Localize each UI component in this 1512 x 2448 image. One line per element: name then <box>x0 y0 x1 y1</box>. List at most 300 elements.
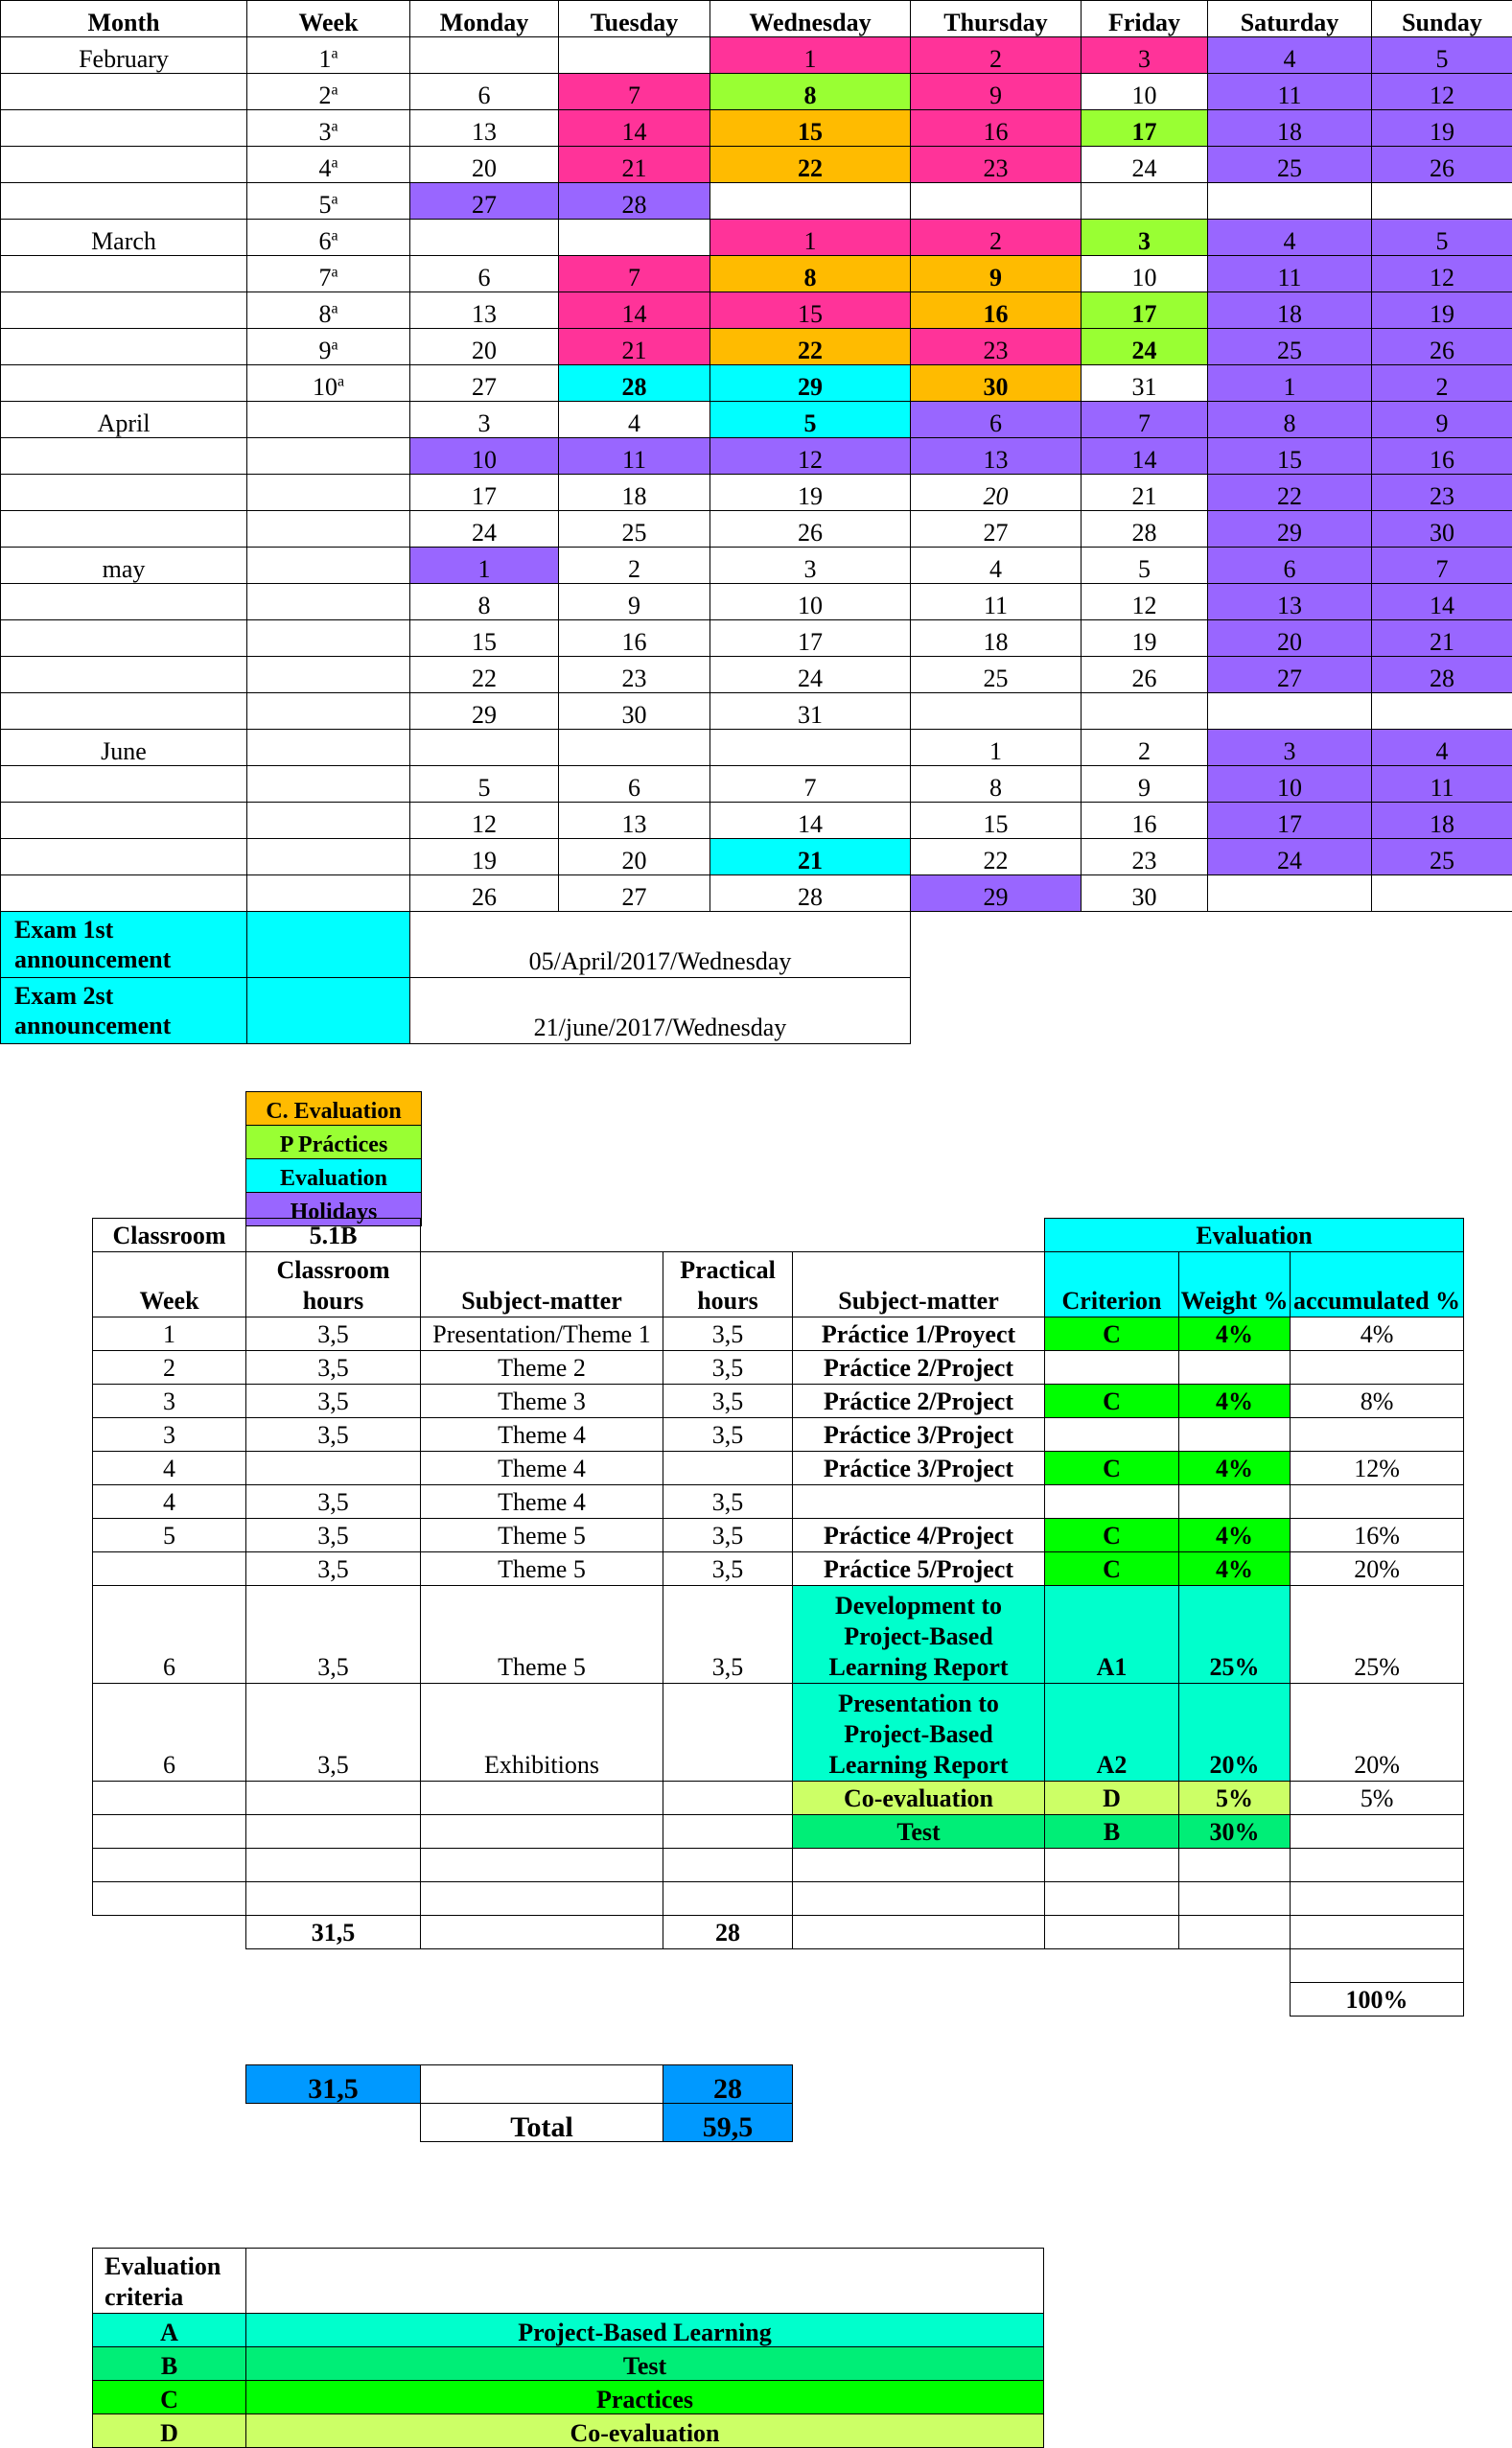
weight-cell <box>1179 1485 1291 1519</box>
week-number-cell <box>247 548 410 584</box>
classroom-label: Classroom <box>93 1219 246 1252</box>
weight-cell: 20% <box>1179 1684 1291 1782</box>
day-cell-saturday: 24 <box>1208 839 1372 875</box>
day-cell-friday: 23 <box>1082 839 1208 875</box>
day-cell-friday: 16 <box>1082 803 1208 839</box>
weight-cell: 30% <box>1179 1815 1291 1849</box>
week-number-cell <box>247 147 410 183</box>
day-cell-wednesday <box>710 183 911 220</box>
classroom-hours-cell: 3,5 <box>246 1485 421 1519</box>
legend-c-evaluation: C. Evaluation <box>246 1092 422 1126</box>
header-month: Month <box>1 1 247 37</box>
calendar-week-row <box>1 110 1512 147</box>
header-practice-subject: Subject-matter <box>793 1252 1045 1317</box>
subject-cell: Exhibitions <box>421 1684 663 1782</box>
day-cell-wednesday: 29 <box>710 365 911 402</box>
week-ordinal-suffix: a <box>331 264 337 280</box>
day-cell-sunday: 19 <box>1372 292 1512 329</box>
day-cell-tuesday <box>559 220 710 256</box>
weight-cell <box>1179 1351 1291 1385</box>
day-cell-saturday: 13 <box>1208 584 1372 620</box>
criteria-key: D <box>93 2414 246 2448</box>
week-cell: 2 <box>93 1351 246 1385</box>
day-cell-monday: 20 <box>410 147 559 183</box>
calendar-week-row <box>1 657 1512 693</box>
day-cell-sunday: 11 <box>1372 766 1512 803</box>
total-label: Total <box>421 2104 663 2142</box>
practice-cell: Práctice 3/Project <box>793 1418 1045 1452</box>
week-cell <box>93 1782 246 1815</box>
subject-cell <box>421 1815 663 1849</box>
day-cell-friday: 30 <box>1082 875 1208 912</box>
week-ordinal-suffix: a <box>331 227 337 244</box>
week-cell: 5 <box>93 1519 246 1552</box>
month-cell <box>1 110 247 147</box>
week-number-cell <box>247 110 410 147</box>
criterion-cell <box>1045 1849 1179 1882</box>
week-number-cell <box>247 803 410 839</box>
day-cell-saturday: 20 <box>1208 620 1372 657</box>
week-number: 9 <box>318 337 331 364</box>
day-cell-monday: 8 <box>410 584 559 620</box>
calendar-week-row <box>1 730 1512 766</box>
subject-cell <box>421 1849 663 1882</box>
day-cell-monday: 24 <box>410 511 559 548</box>
accumulated-cell: 20% <box>1291 1552 1464 1586</box>
day-cell-thursday: 9 <box>911 256 1082 292</box>
practical-hours-cell: 3,5 <box>663 1519 793 1552</box>
day-cell-wednesday: 3 <box>710 548 911 584</box>
day-cell-wednesday: 28 <box>710 875 911 912</box>
day-cell-friday: 10 <box>1082 74 1208 110</box>
month-cell: March <box>1 220 247 256</box>
classroom-hours-cell: 3,5 <box>246 1586 421 1684</box>
practice-cell: Development to Project-Based Learning Report <box>793 1586 1045 1684</box>
day-cell-saturday: 18 <box>1208 292 1372 329</box>
practice-cell: Test <box>793 1815 1045 1849</box>
day-cell-tuesday: 16 <box>559 620 710 657</box>
practice-cell: Práctice 5/Project <box>793 1552 1045 1586</box>
practical-hours-cell: 3,5 <box>663 1317 793 1351</box>
day-cell-friday: 14 <box>1082 438 1208 475</box>
day-cell-thursday: 23 <box>911 329 1082 365</box>
practical-hours-cell <box>663 1452 793 1485</box>
evaluation-header: Evaluation <box>1045 1219 1464 1252</box>
day-cell-sunday: 5 <box>1372 37 1512 74</box>
calendar-week-row <box>1 329 1512 365</box>
day-cell-thursday <box>911 183 1082 220</box>
week-number: 2 <box>318 82 331 109</box>
day-cell-thursday: 6 <box>911 402 1082 438</box>
day-cell-saturday: 25 <box>1208 147 1372 183</box>
weight-cell <box>1179 1882 1291 1916</box>
subject-cell <box>421 1882 663 1916</box>
day-cell-thursday: 13 <box>911 438 1082 475</box>
day-cell-monday: 5 <box>410 766 559 803</box>
schedule-header-row <box>93 1252 1464 1317</box>
classroom-hours-cell <box>246 1452 421 1485</box>
subject-cell: Theme 2 <box>421 1351 663 1385</box>
day-cell-saturday: 8 <box>1208 402 1372 438</box>
accumulated-cell: 12% <box>1291 1452 1464 1485</box>
practical-hours-cell: 3,5 <box>663 1586 793 1684</box>
day-cell-tuesday: 13 <box>559 803 710 839</box>
calendar-week-row <box>1 256 1512 292</box>
day-cell-saturday: 22 <box>1208 475 1372 511</box>
week-number-cell <box>247 183 410 220</box>
week-number-cell <box>247 37 410 74</box>
total-hours: 59,5 <box>663 2104 793 2142</box>
schedule-row <box>93 1882 1464 1916</box>
day-cell-sunday: 19 <box>1372 110 1512 147</box>
criteria-title: Evaluation criteria <box>93 2249 246 2314</box>
day-cell-friday: 28 <box>1082 511 1208 548</box>
calendar-week-row <box>1 620 1512 657</box>
criterion-cell <box>1045 1485 1179 1519</box>
subject-cell: Theme 4 <box>421 1418 663 1452</box>
criteria-row <box>93 2314 1044 2347</box>
week-number-cell <box>247 693 410 730</box>
classroom-hours-cell: 3,5 <box>246 1385 421 1418</box>
day-cell-friday: 17 <box>1082 110 1208 147</box>
criterion-cell: C <box>1045 1385 1179 1418</box>
week-number-cell <box>247 220 410 256</box>
week-ordinal-suffix: a <box>331 300 337 316</box>
day-cell-saturday: 11 <box>1208 74 1372 110</box>
header-accumulated: accumulated % <box>1291 1252 1464 1317</box>
day-cell-thursday: 1 <box>911 730 1082 766</box>
evaluation-criteria-table <box>92 2248 1044 2448</box>
accumulated-cell <box>1291 1882 1464 1916</box>
subject-cell: Theme 5 <box>421 1519 663 1552</box>
day-cell-wednesday: 8 <box>710 256 911 292</box>
calendar-week-row <box>1 766 1512 803</box>
day-cell-sunday: 16 <box>1372 438 1512 475</box>
weight-cell: 5% <box>1179 1782 1291 1815</box>
week-number-cell <box>247 365 410 402</box>
accumulated-cell <box>1291 1418 1464 1452</box>
totals-sum-row <box>246 2104 793 2142</box>
day-cell-sunday: 25 <box>1372 839 1512 875</box>
day-cell-saturday: 10 <box>1208 766 1372 803</box>
day-cell-wednesday: 26 <box>710 511 911 548</box>
criterion-cell: B <box>1045 1815 1179 1849</box>
course-schedule-table <box>92 1218 1464 2017</box>
day-cell-saturday <box>1208 693 1372 730</box>
criteria-row <box>93 2347 1044 2381</box>
week-ordinal-suffix: a <box>331 118 337 134</box>
day-cell-friday: 21 <box>1082 475 1208 511</box>
schedule-row <box>93 1317 1464 1351</box>
day-cell-sunday: 23 <box>1372 475 1512 511</box>
day-cell-friday: 3 <box>1082 37 1208 74</box>
schedule-row <box>93 1519 1464 1552</box>
day-cell-tuesday: 27 <box>559 875 710 912</box>
day-cell-tuesday: 9 <box>559 584 710 620</box>
day-cell-wednesday: 22 <box>710 147 911 183</box>
criteria-key: C <box>93 2381 246 2414</box>
day-cell-thursday: 27 <box>911 511 1082 548</box>
classroom-hours-cell: 3,5 <box>246 1351 421 1385</box>
header-week: Week <box>93 1252 246 1317</box>
legend-item <box>246 1159 422 1193</box>
day-cell-thursday: 4 <box>911 548 1082 584</box>
criteria-row <box>93 2381 1044 2414</box>
practical-hours-cell: 3,5 <box>663 1485 793 1519</box>
month-cell <box>1 803 247 839</box>
classroom-hours-cell: 3,5 <box>246 1552 421 1586</box>
week-cell <box>93 1552 246 1586</box>
criteria-row <box>93 2414 1044 2448</box>
week-ordinal-suffix: a <box>331 82 337 98</box>
week-number-cell <box>247 766 410 803</box>
week-ordinal-suffix: a <box>331 45 337 61</box>
subject-cell <box>421 1782 663 1815</box>
header-classroom-hours: Classroom hours <box>246 1252 421 1317</box>
practical-hours-cell: 3,5 <box>663 1552 793 1586</box>
day-cell-sunday: 14 <box>1372 584 1512 620</box>
day-cell-sunday: 9 <box>1372 402 1512 438</box>
calendar-week-row <box>1 183 1512 220</box>
day-cell-monday: 29 <box>410 693 559 730</box>
subject-cell: Theme 5 <box>421 1552 663 1586</box>
day-cell-sunday <box>1372 183 1512 220</box>
day-cell-thursday: 23 <box>911 147 1082 183</box>
day-cell-wednesday: 15 <box>710 110 911 147</box>
practical-hours-cell: 3,5 <box>663 1418 793 1452</box>
day-cell-friday: 19 <box>1082 620 1208 657</box>
day-cell-wednesday: 1 <box>710 220 911 256</box>
day-cell-sunday: 12 <box>1372 74 1512 110</box>
month-cell: April <box>1 402 247 438</box>
day-cell-saturday: 4 <box>1208 37 1372 74</box>
sum-classroom-hours: 31,5 <box>246 1916 421 1949</box>
day-cell-thursday: 9 <box>911 74 1082 110</box>
day-cell-thursday: 25 <box>911 657 1082 693</box>
calendar-week-row <box>1 220 1512 256</box>
header-sunday: Sunday <box>1372 1 1512 37</box>
criterion-cell: D <box>1045 1782 1179 1815</box>
day-cell-saturday: 29 <box>1208 511 1372 548</box>
schedule-row <box>93 1684 1464 1782</box>
day-cell-wednesday: 15 <box>710 292 911 329</box>
day-cell-monday: 12 <box>410 803 559 839</box>
day-cell-tuesday: 20 <box>559 839 710 875</box>
day-cell-friday: 26 <box>1082 657 1208 693</box>
schedule-row <box>93 1586 1464 1684</box>
week-number-cell <box>247 875 410 912</box>
day-cell-saturday: 18 <box>1208 110 1372 147</box>
day-cell-friday <box>1082 183 1208 220</box>
month-cell <box>1 839 247 875</box>
day-cell-wednesday: 8 <box>710 74 911 110</box>
day-cell-monday: 13 <box>410 110 559 147</box>
exam-color-cell <box>247 912 410 978</box>
week-number-cell <box>247 839 410 875</box>
subject-cell: Presentation/Theme 1 <box>421 1317 663 1351</box>
day-cell-monday: 10 <box>410 438 559 475</box>
week-cell <box>93 1882 246 1916</box>
classroom-hours-cell: 3,5 <box>246 1519 421 1552</box>
month-cell: may <box>1 548 247 584</box>
month-cell: June <box>1 730 247 766</box>
sum-practical-hours: 28 <box>663 1916 793 1949</box>
day-cell-tuesday <box>559 730 710 766</box>
week-number-cell <box>247 438 410 475</box>
day-cell-tuesday: 4 <box>559 402 710 438</box>
schedule-row <box>93 1782 1464 1815</box>
day-cell-saturday: 3 <box>1208 730 1372 766</box>
day-cell-saturday: 6 <box>1208 548 1372 584</box>
day-cell-thursday: 2 <box>911 220 1082 256</box>
day-cell-sunday <box>1372 875 1512 912</box>
week-number: 3 <box>318 118 331 146</box>
calendar-week-row <box>1 147 1512 183</box>
calendar-week-row <box>1 74 1512 110</box>
weight-cell: 4% <box>1179 1519 1291 1552</box>
month-cell <box>1 365 247 402</box>
week-number-cell <box>247 584 410 620</box>
criteria-label: Test <box>246 2347 1044 2381</box>
month-cell <box>1 766 247 803</box>
calendar-week-row <box>1 548 1512 584</box>
day-cell-monday: 13 <box>410 292 559 329</box>
day-cell-friday: 9 <box>1082 766 1208 803</box>
day-cell-tuesday: 30 <box>559 693 710 730</box>
calendar-week-row <box>1 839 1512 875</box>
legend-item <box>246 1092 422 1126</box>
header-wednesday: Wednesday <box>710 1 911 37</box>
week-number-cell <box>247 292 410 329</box>
day-cell-wednesday: 7 <box>710 766 911 803</box>
week-number-cell <box>247 511 410 548</box>
day-cell-monday: 26 <box>410 875 559 912</box>
day-cell-tuesday: 28 <box>559 365 710 402</box>
day-cell-monday: 17 <box>410 475 559 511</box>
classroom-hours-cell: 3,5 <box>246 1684 421 1782</box>
day-cell-sunday <box>1372 693 1512 730</box>
day-cell-thursday: 15 <box>911 803 1082 839</box>
day-cell-monday: 27 <box>410 365 559 402</box>
week-number-cell <box>247 329 410 365</box>
practical-hours-cell: 3,5 <box>663 1385 793 1418</box>
practical-hours-cell <box>663 1849 793 1882</box>
week-cell: 6 <box>93 1586 246 1684</box>
month-cell <box>1 875 247 912</box>
day-cell-friday: 2 <box>1082 730 1208 766</box>
day-cell-tuesday <box>559 37 710 74</box>
day-cell-wednesday: 10 <box>710 584 911 620</box>
day-cell-wednesday: 17 <box>710 620 911 657</box>
day-cell-wednesday <box>710 730 911 766</box>
color-legend <box>245 1091 422 1226</box>
day-cell-thursday: 11 <box>911 584 1082 620</box>
schedule-row <box>93 1849 1464 1882</box>
accumulated-cell: 4% <box>1291 1317 1464 1351</box>
week-number-cell <box>247 74 410 110</box>
header-subject-matter: Subject-matter <box>421 1252 663 1317</box>
subject-cell: Theme 3 <box>421 1385 663 1418</box>
week-cell: 4 <box>93 1485 246 1519</box>
exam-label: Exam 2st announcement <box>1 978 247 1044</box>
day-cell-saturday <box>1208 183 1372 220</box>
classroom-hours-cell <box>246 1849 421 1882</box>
day-cell-thursday: 30 <box>911 365 1082 402</box>
day-cell-sunday: 30 <box>1372 511 1512 548</box>
week-cell: 3 <box>93 1418 246 1452</box>
day-cell-saturday: 17 <box>1208 803 1372 839</box>
schedule-row <box>93 1815 1464 1849</box>
day-cell-sunday: 18 <box>1372 803 1512 839</box>
day-cell-saturday <box>1208 875 1372 912</box>
day-cell-thursday: 29 <box>911 875 1082 912</box>
day-cell-monday: 6 <box>410 256 559 292</box>
calendar-week-row <box>1 511 1512 548</box>
practice-cell <box>793 1849 1045 1882</box>
criteria-label: Co-evaluation <box>246 2414 1044 2448</box>
practice-cell: Práctice 3/Project <box>793 1452 1045 1485</box>
day-cell-thursday: 16 <box>911 292 1082 329</box>
week-number: 7 <box>318 264 331 291</box>
day-cell-wednesday: 12 <box>710 438 911 475</box>
accumulated-cell: 16% <box>1291 1519 1464 1552</box>
subject-cell: Theme 4 <box>421 1485 663 1519</box>
month-cell <box>1 511 247 548</box>
day-cell-tuesday: 14 <box>559 292 710 329</box>
day-cell-thursday: 8 <box>911 766 1082 803</box>
day-cell-monday: 22 <box>410 657 559 693</box>
month-cell <box>1 693 247 730</box>
exam-date: 05/April/2017/Wednesday <box>410 912 911 978</box>
day-cell-wednesday: 19 <box>710 475 911 511</box>
calendar-week-row <box>1 438 1512 475</box>
weight-total-row <box>93 1983 1464 2017</box>
day-cell-wednesday: 1 <box>710 37 911 74</box>
day-cell-tuesday: 11 <box>559 438 710 475</box>
week-number: 4 <box>318 154 331 182</box>
header-thursday: Thursday <box>911 1 1082 37</box>
day-cell-friday: 7 <box>1082 402 1208 438</box>
week-cell: 6 <box>93 1684 246 1782</box>
month-cell <box>1 147 247 183</box>
legend-practices: P Práctices <box>246 1126 422 1159</box>
day-cell-saturday: 1 <box>1208 365 1372 402</box>
month-cell <box>1 329 247 365</box>
weight-cell: 4% <box>1179 1452 1291 1485</box>
schedule-row <box>93 1351 1464 1385</box>
academic-calendar-table <box>0 0 1512 1044</box>
weight-total: 100% <box>1291 1983 1464 2017</box>
month-cell <box>1 584 247 620</box>
schedule-row <box>93 1418 1464 1452</box>
weight-cell: 4% <box>1179 1552 1291 1586</box>
day-cell-monday: 3 <box>410 402 559 438</box>
day-cell-sunday: 2 <box>1372 365 1512 402</box>
practice-cell: Práctice 2/Project <box>793 1351 1045 1385</box>
month-cell <box>1 292 247 329</box>
day-cell-thursday: 2 <box>911 37 1082 74</box>
schedule-row <box>93 1452 1464 1485</box>
day-cell-friday: 3 <box>1082 220 1208 256</box>
header-friday: Friday <box>1082 1 1208 37</box>
total-classroom-hours: 31,5 <box>246 2065 421 2104</box>
practical-hours-cell <box>663 1782 793 1815</box>
day-cell-sunday: 7 <box>1372 548 1512 584</box>
calendar-week-row <box>1 37 1512 74</box>
day-cell-sunday: 21 <box>1372 620 1512 657</box>
week-ordinal-suffix: a <box>337 373 344 389</box>
day-cell-tuesday: 21 <box>559 147 710 183</box>
